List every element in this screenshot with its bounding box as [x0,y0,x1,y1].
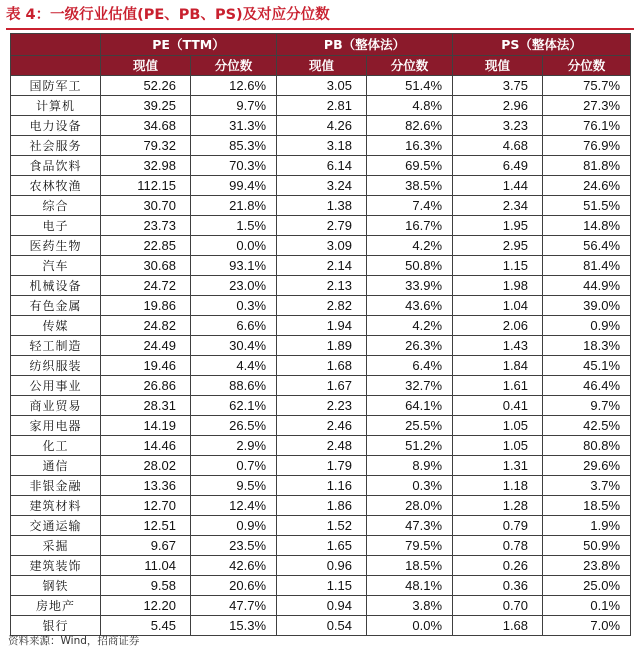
ps-percentile-cell: 81.8% [543,156,631,176]
header-pb: PB（整体法） [277,34,453,56]
header-ps-percentile: 分位数 [543,56,631,76]
pb-value-cell: 2.14 [277,256,367,276]
ps-value-cell: 0.26 [453,556,543,576]
pb-percentile-cell: 51.4% [367,76,453,96]
pe-value-cell: 11.04 [101,556,191,576]
pb-value-cell: 1.79 [277,456,367,476]
ps-percentile-cell: 25.0% [543,576,631,596]
pe-percentile-cell: 9.7% [191,96,277,116]
ps-percentile-cell: 9.7% [543,396,631,416]
table-row [11,476,631,496]
ps-percentile-cell: 29.6% [543,456,631,476]
header-pe: PE（TTM） [101,34,277,56]
ps-value-cell: 1.05 [453,436,543,456]
pe-value-cell: 9.58 [101,576,191,596]
pb-percentile-cell: 47.3% [367,516,453,536]
table-row [11,536,631,556]
ps-percentile-cell: 76.9% [543,136,631,156]
pb-value-cell: 1.89 [277,336,367,356]
pb-percentile-cell: 25.5% [367,416,453,436]
ps-value-cell: 4.68 [453,136,543,156]
industry-name-cell: 建筑材料 [11,496,101,516]
pe-percentile-cell: 88.6% [191,376,277,396]
pb-value-cell: 3.09 [277,236,367,256]
ps-value-cell: 1.04 [453,296,543,316]
header-ps-value: 现值 [453,56,543,76]
pb-percentile-cell: 50.8% [367,256,453,276]
pb-percentile-cell: 0.3% [367,476,453,496]
pb-percentile-cell: 33.9% [367,276,453,296]
pe-percentile-cell: 0.3% [191,296,277,316]
ps-value-cell: 2.96 [453,96,543,116]
pb-percentile-cell: 43.6% [367,296,453,316]
pe-value-cell: 19.46 [101,356,191,376]
pe-percentile-cell: 0.7% [191,456,277,476]
pb-value-cell: 1.38 [277,196,367,216]
ps-value-cell: 0.41 [453,396,543,416]
table-row [11,516,631,536]
pe-value-cell: 52.26 [101,76,191,96]
table-row [11,416,631,436]
pb-value-cell: 3.05 [277,76,367,96]
pb-percentile-cell: 4.2% [367,236,453,256]
ps-value-cell: 3.75 [453,76,543,96]
pe-percentile-cell: 12.6% [191,76,277,96]
ps-percentile-cell: 45.1% [543,356,631,376]
ps-value-cell: 2.06 [453,316,543,336]
pe-percentile-cell: 2.9% [191,436,277,456]
pe-value-cell: 23.73 [101,216,191,236]
table-row [11,396,631,416]
industry-name-cell: 家用电器 [11,416,101,436]
table-row [11,436,631,456]
pe-percentile-cell: 85.3% [191,136,277,156]
table-row [11,316,631,336]
ps-percentile-cell: 18.3% [543,336,631,356]
industry-name-cell: 传媒 [11,316,101,336]
industry-name-cell: 房地产 [11,596,101,616]
header-pe-percentile: 分位数 [191,56,277,76]
ps-percentile-cell: 27.3% [543,96,631,116]
table-row [11,76,631,96]
ps-value-cell: 1.84 [453,356,543,376]
industry-name-cell: 农林牧渔 [11,176,101,196]
pe-value-cell: 39.25 [101,96,191,116]
pe-value-cell: 5.45 [101,616,191,636]
pe-value-cell: 22.85 [101,236,191,256]
ps-percentile-cell: 23.8% [543,556,631,576]
ps-percentile-cell: 14.8% [543,216,631,236]
table-row [11,376,631,396]
industry-name-cell: 交通运输 [11,516,101,536]
ps-percentile-cell: 56.4% [543,236,631,256]
pb-percentile-cell: 3.8% [367,596,453,616]
pe-percentile-cell: 26.5% [191,416,277,436]
pe-percentile-cell: 20.6% [191,576,277,596]
pe-value-cell: 30.70 [101,196,191,216]
pb-value-cell: 2.79 [277,216,367,236]
ps-value-cell: 1.18 [453,476,543,496]
pe-percentile-cell: 0.9% [191,516,277,536]
industry-name-cell: 通信 [11,456,101,476]
ps-value-cell: 2.95 [453,236,543,256]
pb-percentile-cell: 79.5% [367,536,453,556]
industry-name-cell: 轻工制造 [11,336,101,356]
table-row [11,96,631,116]
pe-percentile-cell: 12.4% [191,496,277,516]
header-pb-percentile: 分位数 [367,56,453,76]
pb-percentile-cell: 6.4% [367,356,453,376]
table-row [11,336,631,356]
pe-percentile-cell: 31.3% [191,116,277,136]
pb-value-cell: 1.65 [277,536,367,556]
ps-value-cell: 0.70 [453,596,543,616]
pe-percentile-cell: 30.4% [191,336,277,356]
table-row [11,196,631,216]
industry-name-cell: 电子 [11,216,101,236]
ps-percentile-cell: 75.7% [543,76,631,96]
header-corner [11,34,101,56]
pb-value-cell: 1.94 [277,316,367,336]
ps-value-cell: 1.98 [453,276,543,296]
ps-value-cell: 0.79 [453,516,543,536]
table-row [11,496,631,516]
ps-percentile-cell: 76.1% [543,116,631,136]
pb-value-cell: 2.82 [277,296,367,316]
header-pe-value: 现值 [101,56,191,76]
pe-value-cell: 24.72 [101,276,191,296]
table-row [11,356,631,376]
pe-value-cell: 24.49 [101,336,191,356]
pb-percentile-cell: 64.1% [367,396,453,416]
valuation-table [10,33,631,636]
pb-value-cell: 3.18 [277,136,367,156]
source-note: 资料来源：Wind，招商证券 [8,635,140,647]
pb-percentile-cell: 32.7% [367,376,453,396]
pb-percentile-cell: 26.3% [367,336,453,356]
table-row [11,596,631,616]
pb-percentile-cell: 69.5% [367,156,453,176]
header-sub-corner [11,56,101,76]
pe-value-cell: 13.36 [101,476,191,496]
table-row [11,456,631,476]
ps-percentile-cell: 39.0% [543,296,631,316]
table-row [11,176,631,196]
ps-value-cell: 1.28 [453,496,543,516]
ps-percentile-cell: 51.5% [543,196,631,216]
industry-name-cell: 公用事业 [11,376,101,396]
pe-percentile-cell: 23.0% [191,276,277,296]
pb-percentile-cell: 18.5% [367,556,453,576]
ps-percentile-cell: 0.1% [543,596,631,616]
ps-value-cell: 1.61 [453,376,543,396]
industry-name-cell: 汽车 [11,256,101,276]
ps-value-cell: 6.49 [453,156,543,176]
ps-value-cell: 3.23 [453,116,543,136]
pe-percentile-cell: 21.8% [191,196,277,216]
pe-percentile-cell: 70.3% [191,156,277,176]
pe-value-cell: 26.86 [101,376,191,396]
header-pb-value: 现值 [277,56,367,76]
pb-value-cell: 1.67 [277,376,367,396]
pe-percentile-cell: 99.4% [191,176,277,196]
pe-value-cell: 12.51 [101,516,191,536]
pe-percentile-cell: 23.5% [191,536,277,556]
pe-value-cell: 12.20 [101,596,191,616]
table-title: 表 4：一级行业估值(PE、PB、PS)及对应分位数 [6,2,634,30]
industry-name-cell: 电力设备 [11,116,101,136]
industry-name-cell: 钢铁 [11,576,101,596]
pe-value-cell: 112.15 [101,176,191,196]
pe-percentile-cell: 93.1% [191,256,277,276]
pb-percentile-cell: 48.1% [367,576,453,596]
industry-name-cell: 社会服务 [11,136,101,156]
pe-value-cell: 28.31 [101,396,191,416]
industry-name-cell: 食品饮料 [11,156,101,176]
table-row [11,296,631,316]
industry-name-cell: 计算机 [11,96,101,116]
industry-name-cell: 商业贸易 [11,396,101,416]
pb-value-cell: 1.52 [277,516,367,536]
pb-percentile-cell: 38.5% [367,176,453,196]
pe-percentile-cell: 47.7% [191,596,277,616]
pb-value-cell: 0.94 [277,596,367,616]
industry-name-cell: 综合 [11,196,101,216]
pb-percentile-cell: 8.9% [367,456,453,476]
industry-name-cell: 银行 [11,616,101,636]
industry-name-cell: 非银金融 [11,476,101,496]
pe-value-cell: 34.68 [101,116,191,136]
pb-percentile-cell: 82.6% [367,116,453,136]
table-row [11,236,631,256]
pb-value-cell: 2.48 [277,436,367,456]
industry-name-cell: 建筑装饰 [11,556,101,576]
pe-value-cell: 24.82 [101,316,191,336]
ps-value-cell: 1.05 [453,416,543,436]
pb-value-cell: 0.96 [277,556,367,576]
pe-value-cell: 32.98 [101,156,191,176]
ps-percentile-cell: 3.7% [543,476,631,496]
pe-percentile-cell: 9.5% [191,476,277,496]
table-row [11,136,631,156]
pe-value-cell: 9.67 [101,536,191,556]
pb-value-cell: 3.24 [277,176,367,196]
pb-value-cell: 0.54 [277,616,367,636]
table-row [11,276,631,296]
ps-value-cell: 1.31 [453,456,543,476]
ps-percentile-cell: 81.4% [543,256,631,276]
pb-value-cell: 4.26 [277,116,367,136]
pe-percentile-cell: 42.6% [191,556,277,576]
ps-value-cell: 2.34 [453,196,543,216]
pb-value-cell: 6.14 [277,156,367,176]
table-row [11,116,631,136]
ps-value-cell: 1.95 [453,216,543,236]
ps-percentile-cell: 7.0% [543,616,631,636]
ps-percentile-cell: 0.9% [543,316,631,336]
industry-name-cell: 国防军工 [11,76,101,96]
pe-percentile-cell: 1.5% [191,216,277,236]
table-row [11,256,631,276]
pb-percentile-cell: 51.2% [367,436,453,456]
header-ps: PS（整体法） [453,34,631,56]
pb-percentile-cell: 4.8% [367,96,453,116]
table-body [11,76,631,636]
pb-percentile-cell: 28.0% [367,496,453,516]
table-row [11,156,631,176]
pe-value-cell: 30.68 [101,256,191,276]
table-row [11,556,631,576]
pb-percentile-cell: 7.4% [367,196,453,216]
industry-name-cell: 医药生物 [11,236,101,256]
industry-name-cell: 机械设备 [11,276,101,296]
pb-percentile-cell: 4.2% [367,316,453,336]
table-row [11,576,631,596]
pb-value-cell: 1.68 [277,356,367,376]
pb-percentile-cell: 16.3% [367,136,453,156]
pb-value-cell: 1.15 [277,576,367,596]
table-row [11,216,631,236]
ps-value-cell: 0.78 [453,536,543,556]
pb-value-cell: 2.46 [277,416,367,436]
industry-name-cell: 有色金属 [11,296,101,316]
pb-percentile-cell: 16.7% [367,216,453,236]
ps-percentile-cell: 46.4% [543,376,631,396]
ps-value-cell: 1.43 [453,336,543,356]
ps-percentile-cell: 18.5% [543,496,631,516]
pe-value-cell: 14.19 [101,416,191,436]
pe-percentile-cell: 62.1% [191,396,277,416]
pe-percentile-cell: 6.6% [191,316,277,336]
pe-value-cell: 12.70 [101,496,191,516]
pe-percentile-cell: 4.4% [191,356,277,376]
ps-percentile-cell: 24.6% [543,176,631,196]
industry-name-cell: 纺织服装 [11,356,101,376]
ps-value-cell: 1.44 [453,176,543,196]
ps-value-cell: 0.36 [453,576,543,596]
pb-percentile-cell: 0.0% [367,616,453,636]
pe-percentile-cell: 15.3% [191,616,277,636]
pe-percentile-cell: 0.0% [191,236,277,256]
pb-value-cell: 1.86 [277,496,367,516]
industry-name-cell: 采掘 [11,536,101,556]
ps-percentile-cell: 44.9% [543,276,631,296]
pe-value-cell: 19.86 [101,296,191,316]
ps-percentile-cell: 50.9% [543,536,631,556]
pb-value-cell: 2.81 [277,96,367,116]
ps-value-cell: 1.15 [453,256,543,276]
pe-value-cell: 79.32 [101,136,191,156]
ps-value-cell: 1.68 [453,616,543,636]
pb-value-cell: 2.23 [277,396,367,416]
ps-percentile-cell: 80.8% [543,436,631,456]
ps-percentile-cell: 42.5% [543,416,631,436]
pb-value-cell: 2.13 [277,276,367,296]
pe-value-cell: 14.46 [101,436,191,456]
ps-percentile-cell: 1.9% [543,516,631,536]
industry-name-cell: 化工 [11,436,101,456]
header-sub-row [11,56,631,76]
pe-value-cell: 28.02 [101,456,191,476]
pb-value-cell: 1.16 [277,476,367,496]
header-group-row [11,34,631,56]
